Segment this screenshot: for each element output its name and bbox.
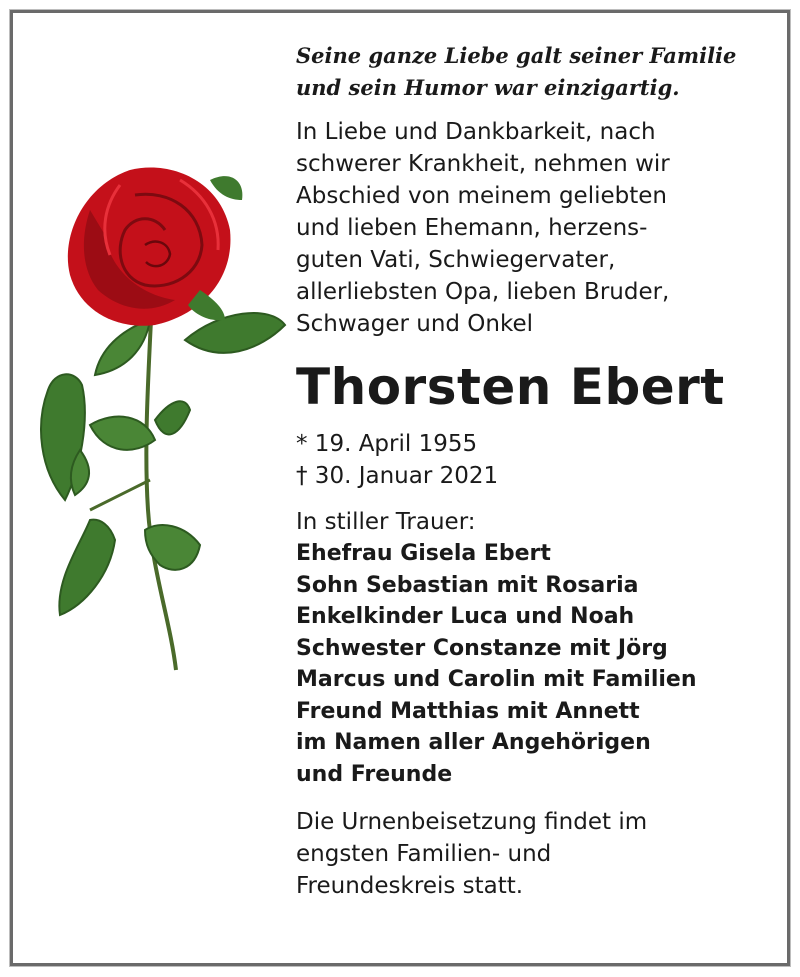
death-date: † 30. Januar 2021 [296,463,499,489]
mourner-line: Marcus und Carolin mit Familien [296,667,697,692]
motto-line: und sein Humor war einzigartig. [296,75,680,100]
intro-line: schwerer Krankheit, nehmen wir [296,151,670,177]
intro-line: Schwager und Onkel [296,311,534,337]
mourner-line: Schwester Constanze mit Jörg [296,635,668,661]
intro-line: guten Vati, Schwiegervater, [296,247,616,273]
intro-line: Abschied von meinem geliebten [296,183,667,209]
rose-image [20,150,300,680]
closing-line: engsten Familien- und [296,841,552,867]
intro-line: In Liebe und Dankbarkeit, nach [296,119,656,145]
mourner-line: Sohn Sebastian mit Rosaria [296,572,639,598]
intro-line: allerliebsten Opa, lieben Bruder, [296,279,670,305]
mourners-label: In stiller Trauer: [296,509,476,535]
mourner-line: Enkelkinder Luca und Noah [296,604,635,629]
intro-paragraph [296,116,766,340]
closing-line: Freundeskreis statt. [296,873,524,899]
birth-date: * 19. April 1955 [296,431,478,457]
life-dates [296,428,766,492]
mourner-line: und Freunde [296,761,453,787]
motto-line: Seine ganze Liebe galt seiner Familie [296,43,737,68]
deceased-name: Thorsten Ebert [296,358,725,416]
closing-note [296,806,766,902]
mourner-line: Freund Matthias mit Annett [296,698,640,724]
obituary-text [296,40,766,902]
intro-line: und lieben Ehemann, herzens- [296,215,648,241]
mourner-line: im Namen aller Angehörigen [296,730,651,755]
mourner-line: Ehefrau Gisela Ebert [296,541,551,566]
motto [296,40,766,104]
closing-line: Die Urnenbeisetzung findet im [296,809,648,835]
mourners-list [296,538,766,790]
